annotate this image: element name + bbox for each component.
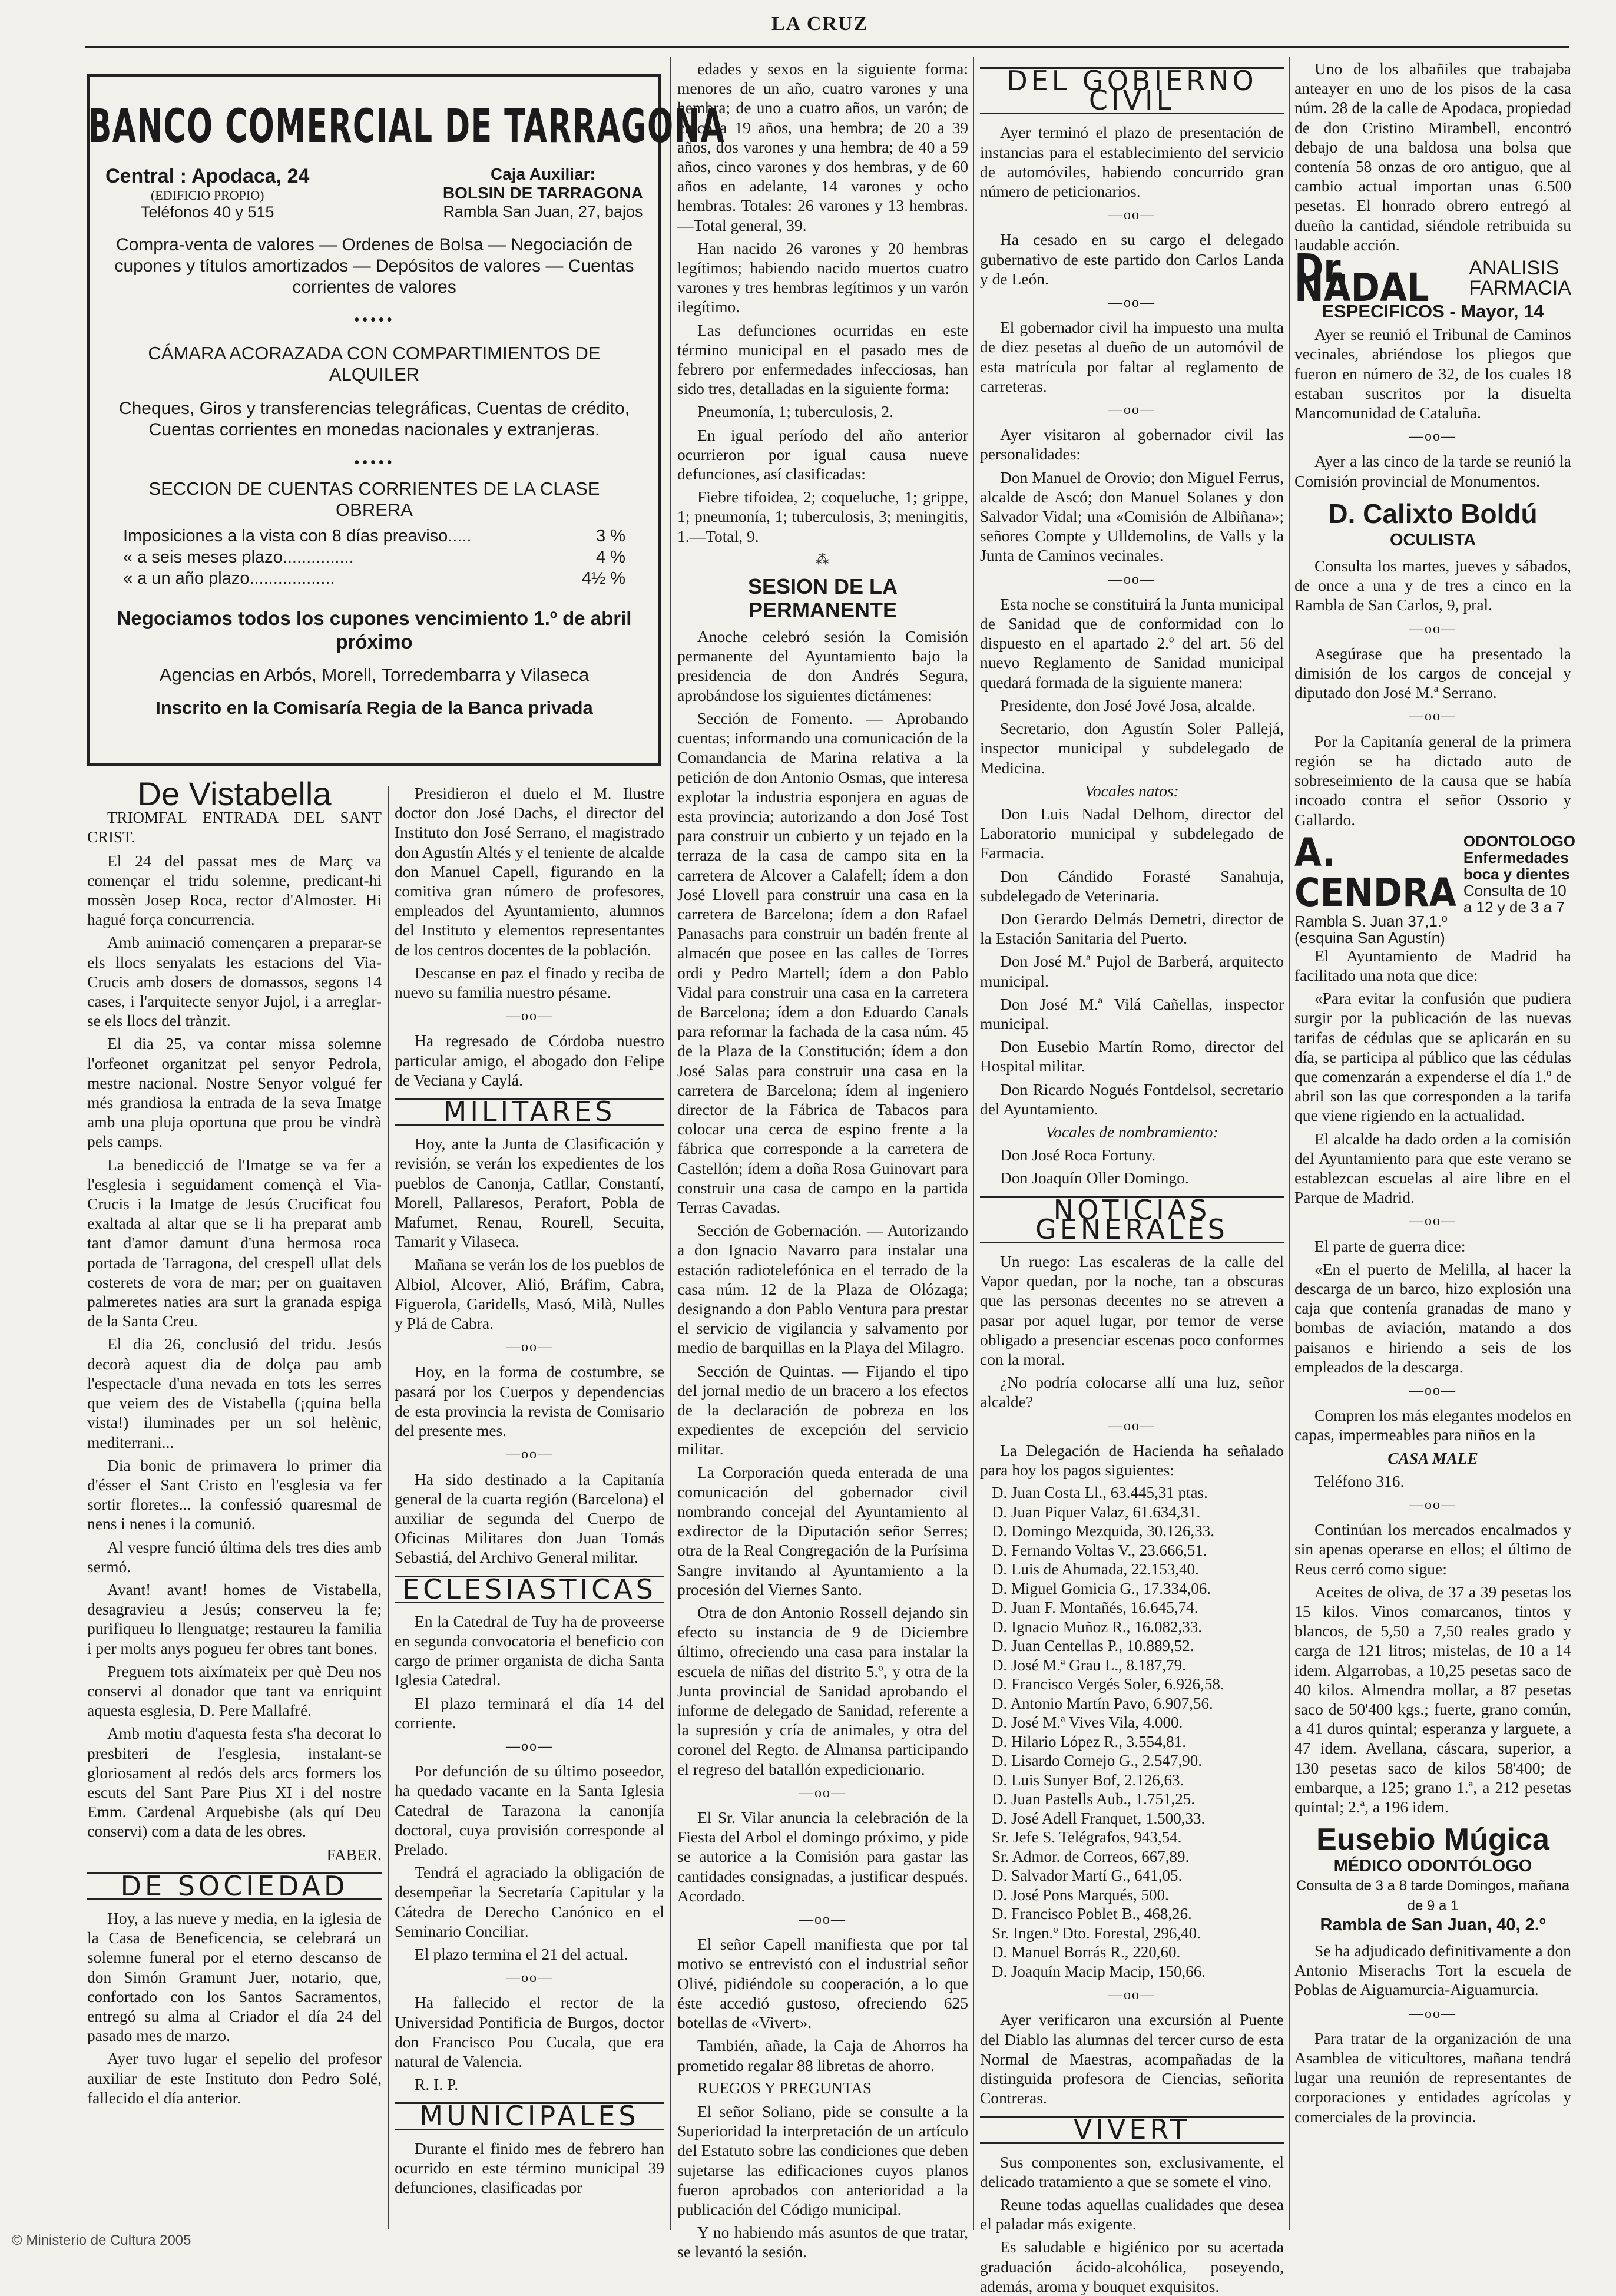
separator: —oo— [1409, 621, 1456, 637]
paragraph: Uno de los albañiles que trabajaba anteayer en uno de los pisos de la casa núm. 28 de la calle de Apodaca, propiedad de don Cristino Mirambell, encontró debajo de una baldosa una bolsa que contenía 58 onzas de oro antiguo, que al cambio actual importan unas 6.500 pesetas. El honrado obrero entregó al dueño la cantidad, siéndole retribuida su laudable acción. [1294, 59, 1571, 254]
cendra-lines: ODONTOLOGO Enfermedades boca y dientes Consulta de 10 a 12 y de 3 a 7 [1463, 832, 1576, 916]
paragraph: Han nacido 26 varones y 20 hembras legítimos; habiendo nacido muertos cuatro varones y tres hembras legítimos y un varón ilegítimo. [677, 239, 968, 316]
bank-caja: Caja Auxiliar: [490, 165, 595, 183]
column-4 [980, 59, 1284, 2295]
mugica-hours: Consulta de 3 a 8 tarde Domingos, mañana de 9 a 1 [1296, 1878, 1570, 1914]
payment-item: D. Miguel Gomicia G., 17.334,06. [992, 1579, 1211, 1597]
bank-rates [123, 525, 625, 589]
paragraph: Don Eusebio Martín Romo, director del Hospital militar. [980, 1037, 1284, 1076]
boldu-role: OCULISTA [1389, 530, 1476, 550]
bank-telefonos: Teléfonos 40 y 515 [140, 203, 274, 221]
section-heading: ECLESIASTICAS [395, 1576, 664, 1603]
paragraph: Tendrá el agraciado la obligación de desempeñar la Secretaría Capitular y la Cátedra de Derecho Canónico en el Seminario Conciliar. [395, 1863, 664, 1940]
rate-row: Imposiciones a la vista con 8 días preaviso..... 3 % [123, 527, 625, 545]
payment-item: Sr. Admor. de Correos, 667,89. [992, 1847, 1190, 1865]
paragraph: En igual período del año anterior ocurrieron por igual causa nueve defunciones, así clasificadas: [677, 425, 968, 484]
separator: —oo— [506, 1738, 553, 1754]
column-rule [388, 786, 389, 2229]
column-3 [677, 59, 968, 2261]
paragraph: Don Manuel de Orovio; don Miguel Ferrus, alcalde de Ascó; don Manuel Solanes y don Salvador Vidal; una «Comisión de Albiñana»; señores Compte y Ulldemolins, de Valls y la Junta de Caminos vecinales. [980, 468, 1284, 565]
paragraph: Presidente, don José Jové Josa, alcalde. [1000, 696, 1256, 714]
rate-row: « a un año plazo.................. 4½ % [123, 569, 625, 588]
payment-item: D. Francisco Vergés Soler, 6.926,58. [992, 1675, 1224, 1693]
paragraph: Reune todas aquellas cualidades que desea el paladar más exigente. [980, 2195, 1284, 2234]
casa-male: CASA MALE [1387, 1448, 1478, 1467]
paragraph: Anoche celebró sesión la Comisión permanente del Ayuntamiento bajo la presidencia de don Andrés Segura, aprobándose los siguientes dictámenes: [677, 627, 968, 704]
paragraph: Asegúrase que ha presentado la dimisión de los cargos de concejal y diputado don José M.ª Serrano. [1294, 644, 1571, 702]
paragraph: El señor Capell manifiesta que por tal motivo se entrevistó con el industrial señor Olivé, pidiéndole su cooperación, a lo que éste accedió gustoso, ofreciendo 625 botellas de «Vivert». [677, 1935, 968, 2032]
paragraph: Sección de Quintas. — Fijando el tipo del jornal medio de un bracero a los efectos de la declaración de pobreza en los expedientes de excepción del servicio militar. [677, 1361, 968, 1458]
paragraph: Ayer visitaron al gobernador civil las personalidades: [980, 425, 1284, 464]
separator: —oo— [506, 1339, 553, 1355]
separator: —oo— [1108, 1987, 1155, 2003]
bank-services: Compra-venta de valores — Ordenes de Bolsa — Negociación de cupones y títulos amortizados — Depósitos de valores — Cuentas corrientes de valores [114, 235, 634, 297]
section-heading: MUNICIPALES [395, 2102, 664, 2130]
column-vistabella [87, 775, 382, 2229]
separator: —oo— [1108, 295, 1155, 311]
paragraph: Ayer terminó el plazo de presentación de instancias para el establecimiento del servicio de automóviles, habiendo concurrido gran número de peticionarios. [980, 123, 1284, 201]
section-heading: DE SOCIEDAD [87, 1872, 382, 1900]
paragraph: Avant! avant! homes de Vistabella, desagravieu a Jesús; conserveu la fe; purifiqueu lo llenguatge; restaureu la familia i per molts anys pogueu fer obres tant bones. [87, 1580, 382, 1658]
payment-item: D. José M.ª Grau L., 8.187,79. [992, 1656, 1186, 1674]
payment-item: Sr. Ingen.º Dto. Forestal, 296,40. [992, 1924, 1201, 1942]
payments-list [980, 1483, 1284, 1981]
rate-row: « a seis meses plazo............... 4 % [123, 548, 625, 567]
ornament: ••••• [353, 454, 395, 472]
bank-bolsin: BOLSIN DE TARRAGONA [442, 184, 643, 202]
paragraph: Hoy, ante la Junta de Clasificación y revisión, se verán los expedientes de los pueblos de Canonja, Catllar, Constantí, Morell, Pallaresos, Perafort, Pobla de Mafumet, Renau, Rourell, Secuita, Tamarit y Vilaseca. [395, 1134, 664, 1251]
paragraph: La Corporación queda enterada de una comunicación del gobernador civil nombrando concejal del Ayuntamiento al exdirector de la Diputación señor Serres; otra de la Real Congregación de la Purísima Sangre invitando al Ayuntamiento a la procesión del Viernes Santo. [677, 1463, 968, 1599]
column-2 [395, 783, 664, 2229]
nadal-lines: ANALISIS FARMACIA [1469, 257, 1571, 300]
paragraph: Ha cesado en su cargo el delegado gubernativo de este partido don Carlos Landa y de León. [980, 230, 1284, 288]
article-subtitle: TRIOMFAL ENTRADA DEL SANT CRIST. [87, 809, 382, 846]
payment-item: D. Juan Costa Ll., 63.445,31 ptas. [992, 1484, 1208, 1502]
bank-cheques: Cheques, Giros y transferencias telegráficas, Cuentas de crédito, Cuentas corrientes en monedas nacionales y extranjeras. [118, 399, 630, 439]
paragraph: Don Luis Nadal Delhom, director del Laboratorio municipal y subdelegado de Farmacia. [980, 804, 1284, 862]
paragraph: Esta noche se constituirá la Junta municipal de Sanidad que de conformidad con lo dispuesto en el apartado 2.º del art. 56 del nuevo Reglamento de Sanidad municipal quedará formada de la siguiente manera: [980, 594, 1284, 692]
nadal-advertisement [1294, 245, 1571, 311]
paragraph: Presidieron el duelo el M. Ilustre doctor don José Dachs, el director del Instituto don José Serrano, el magistrado don Agustín Altés y el teniente de alcalde don Manuel Capell, figurando en la comitiva gran número de profesores, empleados del Ayuntamiento, alumnos del Instituto y elementos representantes de los centros docentes de la población. [395, 784, 664, 959]
paragraph: El Sr. Vilar anuncia la celebración de la Fiesta del Arbol el domingo próximo, y pide se autorice a la Comisión para gastar las cantidades consignadas, a justificar después. Acordado. [677, 1808, 968, 1905]
paragraph: Sección de Fomento. — Aprobando cuentas; informando una comunicación de la Comandancia de Marina relativa a la petición de don Antonio Osmas, que interesa explotar la industria esponjera en aguas de esta provincia; autorizando a don José Tost para construir un cubierto y un tejado en la terraza de la casa de campo sita en la carretera de Alcover a Calafell; ídem a don José Llovell para construir una casa en la carretera de Barcelona; ídem a don Rafael Panasachs para construir un badén frente al almacén que posee en las calles de Torres ordi y Pedro Martell; ídem a don Pablo Vidal para construir una casa en la carretera de Barcelona; ídem a don Eduardo Canals para reformar la fachada de la casa núm. 45 de la Plaza de la Constitución; ídem a don José Salas para construir una casa en la carretera de Barcelona; ídem al ingeniero director de la Fábrica de Tabacos para colocar una cerca de espino frente a la fábrica que corresponde a la carretera de Castellón; ídem a doña Rosa Guinovart para construir una casa de campo en la partida Terras Cavadas. [677, 709, 968, 1216]
paragraph: El Ayuntamiento de Madrid ha facilitado una nota que dice: [1294, 946, 1571, 984]
separator: —oo— [506, 1970, 553, 1986]
ornament: ••••• [353, 311, 395, 329]
paragraph: «En el puerto de Melilla, al hacer la descarga de un barco, hizo explosión una caja que contenía granadas de mano y bombas de aviación, matando a dos paisanos e hiriendo a seis de los empleados de la descarga. [1294, 1259, 1571, 1376]
section-heading: MILITARES [395, 1098, 664, 1126]
payment-item: D. Lisardo Cornejo G., 2.547,90. [992, 1752, 1202, 1770]
paragraph: Por defunción de su último poseedor, ha quedado vacante en la Santa Iglesia Catedral de Tarazona la canonjía doctoral, cuya provisión corresponde al Prelado. [395, 1762, 664, 1858]
separator: —oo— [1409, 1497, 1456, 1513]
paragraph: ¿No podría colocarse allí una luz, señor alcalde? [980, 1373, 1284, 1411]
section-heading: NOTICIAS GENERALES [980, 1196, 1284, 1243]
paragraph: Ayer a las cinco de la tarde se reunió la Comisión provincial de Monumentos. [1294, 452, 1571, 490]
paragraph: Sus componentes son, exclusivamente, el delicado tratamiento a que se somete el vino. [980, 2152, 1284, 2191]
paragraph: El dia 25, va contar missa solemne l'orfeonet organitzat pel senyor Pedrola, mestre nacional. Nostre Senyor volgué fer més grandiosa la entrada de la seva Imatge amb una pluja oportuna que prou be vindrà pels camps. [87, 1034, 382, 1151]
payment-item: D. Domingo Mezquida, 30.126,33. [992, 1522, 1214, 1540]
separator: —oo— [1409, 1382, 1456, 1398]
paragraph: Mañana se verán los de los pueblos de Albiol, Alcover, Alió, Bráfim, Cabra, Figuerola, Garidells, Masó, Milà, Nulles y Plá de Cabra. [395, 1255, 664, 1333]
paragraph: Don José M.ª Vilá Cañellas, inspector municipal. [980, 994, 1284, 1033]
paragraph: Continúan los mercados encalmados y sin apenas operarse en ellos; el último de Reus cerró como sigue: [1294, 1520, 1571, 1578]
column-rule [1289, 57, 1290, 2230]
section-heading: DEL GOBIERNO CIVIL [980, 67, 1284, 114]
bank-central: Central : Apodaca, 24 [105, 165, 310, 187]
cendra-advertisement [1294, 829, 1576, 947]
payment-item: D. Luis Sunyer Bof, 2.126,63. [992, 1771, 1184, 1789]
paragraph: El señor Soliano, pide se consulte a la Superioridad la interpretación de un artículo del Estatuto sobre las condiciones que deben sujetarse las edificaciones cuyos planos fueron aprobados con anterioridad a la publicación del Código municipal. [677, 2102, 968, 2218]
paragraph: Consulta los martes, jueves y sábados, de once a una y de tres a cinco en la Rambla de San Carlos, 9, pral. [1294, 557, 1571, 614]
section-heading: VIVERT [980, 2116, 1284, 2143]
bank-rambla: Rambla San Juan, 27, bajos [443, 203, 643, 220]
paragraph: Don José Roca Fortuny. [1000, 1146, 1156, 1164]
paragraph: Durante el finido mes de febrero han ocurrido en este término municipal 39 defunciones, clasificadas por [395, 2139, 664, 2196]
paragraph: El parte de guerra dice: [1314, 1236, 1466, 1255]
paragraph: Ha sido destinado a la Capitanía general de la cuarta región (Barcelona) el auxiliar de segunda del Cuerpo de Oficinas Militares don Juan Tomás Sebastiá, del Archivo General militar. [395, 1470, 664, 1567]
paragraph: Compren los más elegantes modelos en capas, impermeables para niños en la [1294, 1406, 1571, 1444]
paragraph: Pneumonía, 1; tuberculosis, 2. [697, 402, 894, 421]
paragraph: Fiebre tifoidea, 2; coqueluche, 1; grippe, 1; pneumonía, 1; tuberculosis, 3; meningitis, 1.—Total, 9. [677, 488, 968, 545]
payment-item: D. Hilario López R., 3.554,81. [992, 1732, 1186, 1751]
separator: ⁂ [815, 552, 830, 568]
bank-agencias: Agencias en Arbós, Morell, Torredembarra y Vilaseca [159, 664, 590, 685]
paragraph: Es saludable e higiénico por su acertada graduación ácido-alcohólica, poseyendo, además, aroma y bouquet exquisitos. [980, 2238, 1284, 2295]
paragraph: La Delegación de Hacienda ha señalado para hoy los pagos siguientes: [980, 1441, 1284, 1479]
bank-name: BANCO COMERCIAL DE TARRAGONA [88, 100, 726, 153]
paragraph: Ayer tuvo lugar el sepelio del profesor auxiliar de este Instituto don Pedro Solé, fallecido el día anterior. [87, 2049, 382, 2107]
boldu-advertisement [1294, 497, 1571, 550]
payment-item: D. Fernando Voltas V., 23.666,51. [992, 1541, 1207, 1559]
nadal-name: Dr. NADAL [1294, 245, 1429, 311]
paragraph: edades y sexos en la siguiente forma: menores de un año, cuatro varones y una hembra; de uno a cuatro años, un varón; de cinco a 19 años, una hembra; de 20 a 39 años, dos varones y una hembra; de 40 a 59 años, cinco varones y dos hembras, y de 60 años en adelante, 14 varones y ocho hembras. Totales: 26 varones y 13 hembras.—Total general, 39. [677, 59, 968, 234]
separator: —oo— [506, 1447, 553, 1463]
paragraph: R. I. P. [415, 2075, 459, 2094]
paragraph: «Para evitar la confusión que pudiera surgir por la publicación de las nuevas tarifas de cédulas que se aplicarán en su día, se participa al público que las cédulas que comenzarán a expenderse el día 1.º de abril son las que corresponden a la tarifa que viene rigiendo en la actualidad. [1294, 989, 1571, 1125]
paragraph: El gobernador civil ha impuesto una multa de diez pesetas al dueño de un automóvil de esta matrícula por faltar al reglamento de carreteras. [980, 318, 1284, 395]
separator: —oo— [1409, 709, 1456, 724]
payment-item: D. José Pons Marqués, 500. [992, 1885, 1169, 1904]
copyright-credit: © Ministerio de Cultura 2005 [12, 2232, 191, 2248]
separator: —oo— [1108, 1418, 1155, 1434]
payment-item: D. José Adell Franquet, 1.500,33. [992, 1809, 1206, 1827]
paragraph: La benedicció de l'Imatge se va fer a l'esglesia i seguidament començà el Via-Crucis i la Imatge de Jesús Crucificat fou exaltada al altar que se li ha preparat amb tant d'amor damunt d'una hermosa roca portada de Tarragona, del crespell ullat dels costerets de vora de mar; per on guaitaven palmeretes naties ara surt la granada espiga de la Santa Creu. [87, 1155, 382, 1331]
paragraph: Dia bonic de primavera lo primer dia d'ésser el Sant Cristo en l'esglesia va fer sortir floretes... la confessió quaresmal de nens i nenes i la comunió. [87, 1455, 382, 1533]
paragraph: Don Joaquín Oller Domingo. [1000, 1169, 1189, 1187]
separator: —oo— [799, 1912, 846, 1928]
bank-address-row [105, 165, 643, 221]
separator: —oo— [1409, 429, 1456, 445]
paragraph: Y no habiendo más asuntos de que tratar, se levantó la sesión. [677, 2223, 968, 2261]
paragraph: Al vespre funció última dels tres dies amb sermó. [87, 1537, 382, 1576]
paragraph: Ha regresado de Córdoba nuestro particular amigo, el abogado don Felipe de Veciana y Caylá. [395, 1031, 664, 1089]
payment-item: Sr. Jefe S. Telégrafos, 943,54. [992, 1828, 1182, 1847]
subheading: RUEGOS Y PREGUNTAS [697, 2079, 872, 2097]
subheading: Vocales de nombramiento: [1045, 1122, 1218, 1141]
payment-item: D. José M.ª Vives Vila, 4.000. [992, 1713, 1183, 1732]
paragraph: El dia 26, conclusió del tridu. Jesús decorà aquest dia de dolça pau amb l'espectacle d'una nevada en tots les serres que veiem des de Vistabella (¡quina bella vista!) iluminades per un sol helènic, mediterrani... [87, 1335, 382, 1451]
payment-item: D. Luis de Ahumada, 22.153,40. [992, 1560, 1199, 1579]
paragraph: El 24 del passat mes de Març va començar el tridu solemne, predicant-hi mossèn Josep Roca, rector d'Almoster. Hi hagué força concurrencia. [87, 851, 382, 929]
payment-item: D. Juan Pastells Aub., 1.751,25. [992, 1790, 1196, 1808]
paragraph: El alcalde ha dado orden a la comisión del Ayuntamiento para que este verano se establezcan escuelas al aire libre en el Parque de Madrid. [1294, 1129, 1571, 1207]
paragraph: Las defunciones ocurridas en este término municipal en el pasado mes de febrero por enfermedades infecciosas, han sido tres, detalladas en la siguiente forma: [677, 320, 968, 398]
paragraph: Secretario, don Agustín Soler Pallejá, inspector municipal y subdelegado de Medicina. [980, 719, 1284, 777]
paragraph: También, añade, la Caja de Ahorros ha prometido regalar 88 libretas de ahorro. [677, 2036, 968, 2075]
bank-advertisement [87, 74, 726, 766]
payment-item: D. Juan Piquer Valaz, 61.634,31. [992, 1503, 1201, 1521]
paragraph: El plazo terminará el día 14 del corriente. [395, 1693, 664, 1732]
paragraph: Un ruego: Las escaleras de la calle del Vapor quedan, por la noche, tan a obscuras que las personas decentes no se atreven a pasar por aquel lugar, por temor de verse obligado a presenciar escenas poco conformes con la moral. [980, 1252, 1284, 1368]
separator: —oo— [1409, 1213, 1456, 1229]
running-head: LA CRUZ [771, 13, 869, 35]
paragraph: Ha fallecido el rector de la Universidad Pontificia de Burgos, doctor don Francisco Pou Cucala, que era natural de Valencia. [395, 1993, 664, 2070]
separator: —oo— [506, 1008, 553, 1024]
payment-item: D. Joaquín Macip Macip, 150,66. [992, 1962, 1206, 1980]
mugica-address: Rambla de San Juan, 40, 2.º [1320, 1915, 1546, 1934]
separator: —oo— [1108, 402, 1155, 418]
mugica-name: Eusebio Múgica [1316, 1822, 1549, 1857]
paragraph: Hoy, a las nueve y media, en la iglesia de la Casa de Beneficencia, se celebrará un solemne funeral por el eterno descanso de don Simón Gramunt Juer, notario, que, confortado con los Santos Sacramentos, entregó su alma al Criador el día 24 del pasado mes de marzo. [87, 1908, 382, 2045]
paragraph: Preguem tots aixímateix per què Deu nos conservi al donador que tant va enriquint aquesta esglesia, D. Pere Mallafré. [87, 1662, 382, 1720]
payment-item: D. Juan F. Montañés, 16.645,74. [992, 1599, 1198, 1617]
paragraph: Amb animació començaren a preparar-se els llocs senyalats les estacions del Via-Crucis amb dosers de domassos, segons 14 cases, i l'arquitecte senyor Jujol, i a arreglar-se els llocs del trànzit. [87, 933, 382, 1030]
paragraph: Se ha adjudicado definitivamente a don Antonio Miserachs Tort la escuela de Poblas de Aiguamurcia-Aiguamurcia. [1294, 1941, 1571, 1999]
paragraph: Descanse en paz el finado y reciba de nuevo su familia nuestro pésame. [395, 963, 664, 1002]
nadal-address: ESPECIFICOS - Mayor, 14 [1322, 301, 1544, 322]
mugica-role: MÉDICO ODONTÓLOGO [1333, 1857, 1532, 1876]
bank-negociamos: Negociamos todos los cupones vencimiento 1.º de abril próximo [117, 607, 632, 653]
separator: —oo— [1108, 207, 1155, 223]
separator: —oo— [1409, 2006, 1456, 2022]
header-rule [85, 46, 1569, 51]
paragraph: Por la Capitanía general de la primera región se ha dictado auto de sobreseimiento de la causa que se había incoado contra el señor Ossorio y Gallardo. [1294, 732, 1571, 829]
paragraph: Aceites de oliva, de 37 a 39 pesetas los 15 kilos. Vinos comarcanos, tintos y blancos, de 5,50 a 7,50 reales grado y carga de 121 litros; mistelas, de 10 a 14 idem. Algarrobas, a 10,25 pesetas saco de 40 kilos. Almendra mollar, a 87 pesetas saco de 50'400 kgs.; fuerte, grano común, a 41 duros quintal; esperanza y larguete, a 47 idem. Avellana, cáscara, superior, a 130 pesetas saco de kilos 58'400; de embarque, a 125; grano 1.ª, a 212 pesetas quintal; 2.ª, a 196 idem. [1294, 1582, 1571, 1817]
section-heading: SESION DE LA PERMANENTE [747, 574, 898, 623]
paragraph: Don José M.ª Pujol de Barberá, arquitecto municipal. [980, 952, 1284, 990]
bank-inscrito: Inscrito en la Comisaría Regia de la Banca privada [155, 697, 593, 718]
bank-edificio: (EDIFICIO PROPIO) [150, 188, 264, 203]
paragraph: Don Cándido Forasté Sanahuja, subdelegado de Veterinaria. [980, 866, 1284, 905]
subheading: Vocales natos: [1085, 781, 1179, 800]
payment-item: D. Antonio Martín Pavo, 6.907,56. [992, 1694, 1213, 1712]
bank-seccion: SECCION DE CUENTAS CORRIENTES DE LA CLASE OBRERA [148, 478, 600, 520]
paragraph: El plazo termina el 21 del actual. [415, 1944, 628, 1963]
signature: FABER. [326, 1845, 382, 1864]
column-rule [670, 57, 671, 2230]
paragraph: Teléfono 316. [1314, 1471, 1405, 1490]
separator: —oo— [1108, 571, 1155, 587]
payment-item: D. Juan Centellas P., 10.889,52. [992, 1637, 1194, 1655]
cendra-name: A. CENDRA [1294, 829, 1456, 915]
column-rule [973, 57, 974, 2230]
payment-item: D. Ignacio Muñoz R., 16.082,33. [992, 1617, 1202, 1636]
cendra-address: Rambla S. Juan 37,1.º (esquina San Agustín) [1294, 912, 1448, 947]
paragraph: En la Catedral de Tuy ha de proveerse en segunda convocatoria el beneficio con cargo de primer organista de dicha Santa Iglesia Catedral. [395, 1612, 664, 1689]
paragraph: Amb motiu d'aquesta festa s'ha decorat lo presbiteri de l'esglesia, instalant-se gloriosament al redós dels arcs formers los escuts del Sant Pare Pius XI i del nostre Emm. Cardenal Arquebisbe (als quí Deu conservi) com a data de les obres. [87, 1724, 382, 1841]
paragraph: Don Ricardo Nogués Fontdelsol, secretario del Ayuntamiento. [980, 1080, 1284, 1118]
column-5 [1294, 59, 1576, 2232]
bank-camara: CÁMARA ACORAZADA CON COMPARTIMIENTOS DE ALQUILER [148, 343, 601, 385]
article-title: De Vistabella [137, 775, 332, 812]
paragraph: Sección de Gobernación. — Autorizando a don Ignacio Navarro para instalar una estación radiotelefónica en el terrado de la casa núm. 12 de la Plaza de Olózaga; designando a don Pablo Ventura para prestar el servicio de vigilancia y salvamento por medio de barquillas en la Playa del Milagro. [677, 1221, 968, 1357]
paragraph: Ayer se reunió el Tribunal de Caminos vecinales, abriéndose los pliegos que fueron en número de 32, de los cuales 18 estaban suscritos por la disuelta Mancomunidad de Cataluña. [1294, 325, 1571, 422]
paragraph: Para tratar de la organización de una Asamblea de viticultores, mañana tendrá lugar una reunión de representantes de corporaciones y entidades agrícolas y comerciales de la provincia. [1294, 2029, 1571, 2126]
mugica-advertisement [1294, 1822, 1571, 1935]
payment-item: D. Francisco Poblet B., 468,26. [992, 1905, 1192, 1923]
boldu-name: D. Calixto Boldú [1328, 498, 1538, 529]
separator: —oo— [799, 1785, 846, 1801]
payment-item: D. Manuel Borrás R., 220,60. [992, 1943, 1181, 1961]
paragraph: Hoy, en la forma de costumbre, se pasará por los Cuerpos y dependencias de esta provincia la revista de Comisario del presente mes. [395, 1362, 664, 1440]
paragraph: Otra de don Antonio Rossell dejando sin efecto su instancia de 9 de Diciembre último, ofreciendo una casa para instalar la escuela de niñas del distrito 5.º, y otra de la Junta provincial de Sanidad aprobando el informe de delegado de Sanidad, referente a la supresión y cría de animales, y otra del coronel del Regto. de Almansa participando el regreso del batallón expedicionario. [677, 1603, 968, 1778]
paragraph: Don Gerardo Delmás Demetri, director de la Estación Sanitaria del Puerto. [980, 909, 1284, 948]
payment-item: D. Salvador Martí G., 641,05. [992, 1867, 1183, 1885]
paragraph: Ayer verificaron una excursión al Puente del Diablo las alumnas del tercer curso de esta Normal de Maestras, acompañadas de la distinguida profesora de Ciencias, señorita Contreras. [980, 2010, 1284, 2108]
